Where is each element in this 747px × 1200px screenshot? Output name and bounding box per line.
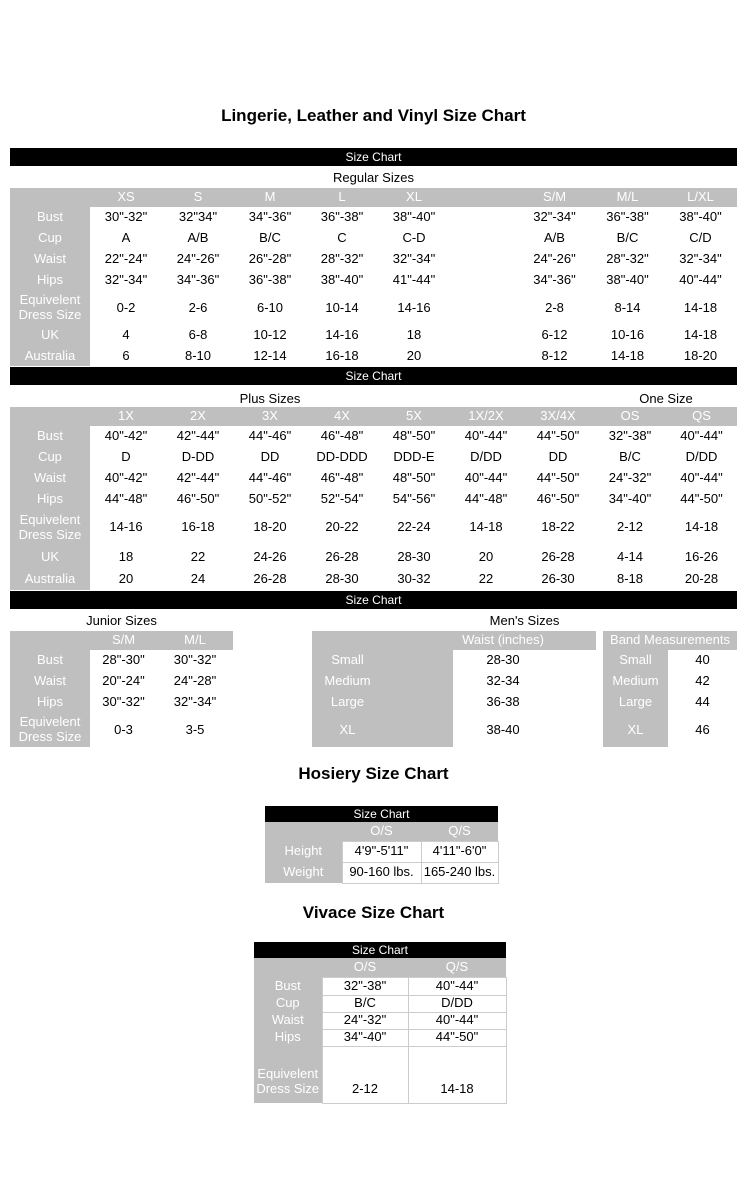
- row-label-cell: Bust: [10, 426, 90, 447]
- data-cell: 32"-38": [322, 977, 408, 995]
- data-cell: 40"-44": [666, 468, 737, 489]
- row-label-cell: XL: [312, 713, 453, 747]
- data-cell: 24"-26": [518, 249, 591, 270]
- data-cell: 14-18: [450, 510, 522, 545]
- data-cell: 32"-34": [378, 249, 450, 270]
- data-cell: 46"-48": [306, 426, 378, 447]
- size-chart-bar-plus: [10, 367, 737, 385]
- data-cell: 24"-32": [594, 468, 666, 489]
- data-cell: 36-38: [453, 692, 553, 713]
- data-cell: 24"-28": [157, 671, 233, 692]
- data-cell: 32"-34": [90, 270, 162, 291]
- data-cell: D/DD: [408, 995, 506, 1012]
- data-cell: 22"-24": [90, 249, 162, 270]
- row-label-cell: UK: [10, 545, 90, 569]
- data-cell: 34"-40": [322, 1029, 408, 1046]
- section-heading-regular: Regular Sizes: [333, 170, 414, 185]
- data-cell: 32"-34": [664, 249, 737, 270]
- column-header-cell: [10, 188, 90, 207]
- row-label-cell: XL: [603, 713, 668, 747]
- row-label-cell: Bust: [10, 207, 90, 228]
- row-label-cell: Equivelent Dress Size: [10, 713, 90, 747]
- data-cell: 18-22: [522, 510, 594, 545]
- column-header-cell: Waist (inches): [453, 631, 553, 650]
- data-cell: 32"-34": [518, 207, 591, 228]
- size-chart-bar-junior-mens: [10, 591, 737, 609]
- data-cell: 44"-50": [522, 426, 594, 447]
- data-cell: 32-34: [453, 671, 553, 692]
- data-cell: 6-12: [518, 325, 591, 346]
- column-header-cell: OS: [594, 407, 666, 426]
- data-cell: 2-8: [518, 291, 591, 325]
- data-cell: 16-26: [666, 545, 737, 569]
- data-cell: 8-12: [518, 346, 591, 366]
- data-cell: DD-DDD: [306, 447, 378, 468]
- data-cell: 48"-50": [378, 426, 450, 447]
- data-cell: 40: [668, 650, 737, 671]
- data-cell: 6-8: [162, 325, 234, 346]
- row-label-cell: Australia: [10, 346, 90, 366]
- column-header-cell: [553, 631, 596, 650]
- data-cell: 36"-38": [306, 207, 378, 228]
- spacer-cell: [450, 325, 518, 346]
- data-cell: 54"-56": [378, 489, 450, 510]
- data-cell: 44"-48": [90, 489, 162, 510]
- size-chart-bar-label: Size Chart: [345, 150, 402, 164]
- data-cell: 28"-32": [306, 249, 378, 270]
- data-cell: 40"-44": [408, 1012, 506, 1029]
- row-label-cell: Equivelent Dress Size: [10, 291, 90, 325]
- column-header-cell: M/L: [591, 188, 664, 207]
- data-cell: 32"-34": [157, 692, 233, 713]
- column-header-cell: Q/S: [421, 822, 498, 841]
- data-cell: 22: [450, 569, 522, 590]
- data-cell: 20"-24": [90, 671, 157, 692]
- data-cell: DDD-E: [378, 447, 450, 468]
- data-cell: 42: [668, 671, 737, 692]
- data-cell: 48"-50": [378, 468, 450, 489]
- data-cell: 46: [668, 713, 737, 747]
- column-header-cell: QS: [666, 407, 737, 426]
- data-cell: 28-30: [378, 545, 450, 569]
- row-label-cell: Small: [312, 650, 453, 671]
- spacer-cell: [450, 270, 518, 291]
- data-cell: 90-160 lbs.: [342, 862, 421, 883]
- row-label-cell: Weight: [265, 862, 342, 883]
- data-cell: 44: [668, 692, 737, 713]
- data-cell: 18-20: [234, 510, 306, 545]
- size-chart-bar-label: Size Chart: [345, 593, 402, 607]
- data-cell: B/C: [591, 228, 664, 249]
- size-chart-bar-hosiery: [265, 806, 498, 822]
- row-label-cell: Waist: [10, 468, 90, 489]
- data-cell: 2-6: [162, 291, 234, 325]
- column-header-cell: S/M: [518, 188, 591, 207]
- spacer-cell: [450, 249, 518, 270]
- spacer-cell: [553, 671, 596, 692]
- data-cell: 46"-50": [522, 489, 594, 510]
- data-cell: 46"-50": [162, 489, 234, 510]
- mens-band-table: [603, 631, 737, 747]
- column-header-cell: L/XL: [664, 188, 737, 207]
- row-label-cell: Equivelent Dress Size: [254, 1046, 322, 1103]
- spacer-cell: [553, 713, 596, 747]
- column-header-cell: [265, 822, 342, 841]
- data-cell: 10-16: [591, 325, 664, 346]
- data-cell: 18: [378, 325, 450, 346]
- data-cell: 28-30: [453, 650, 553, 671]
- data-cell: 46"-48": [306, 468, 378, 489]
- data-cell: 14-18: [408, 1046, 506, 1103]
- data-cell: C-D: [378, 228, 450, 249]
- data-cell: 20-28: [666, 569, 737, 590]
- data-cell: 18-20: [664, 346, 737, 366]
- column-header-cell: 5X: [378, 407, 450, 426]
- data-cell: 22: [162, 545, 234, 569]
- data-cell: 40"-44": [450, 426, 522, 447]
- data-cell: D/DD: [450, 447, 522, 468]
- data-cell: 50"-52": [234, 489, 306, 510]
- data-cell: 26-28: [522, 545, 594, 569]
- data-cell: 14-16: [90, 510, 162, 545]
- data-cell: 14-18: [591, 346, 664, 366]
- data-cell: 4'11"-6'0": [421, 841, 498, 862]
- spacer-cell: [450, 228, 518, 249]
- data-cell: 8-14: [591, 291, 664, 325]
- column-header-cell: O/S: [322, 958, 408, 977]
- spacer-cell: [553, 650, 596, 671]
- data-cell: 4: [90, 325, 162, 346]
- data-cell: 10-12: [234, 325, 306, 346]
- data-cell: 12-14: [234, 346, 306, 366]
- vivace-title: Vivace Size Chart: [302, 903, 445, 922]
- data-cell: 8-18: [594, 569, 666, 590]
- data-cell: 40"-44": [408, 977, 506, 995]
- column-header-cell: 4X: [306, 407, 378, 426]
- row-label-cell: Bust: [10, 650, 90, 671]
- data-cell: 28-30: [306, 569, 378, 590]
- data-cell: 20-22: [306, 510, 378, 545]
- spacer-cell: [450, 346, 518, 366]
- data-cell: 3-5: [157, 713, 233, 747]
- column-header-cell: Q/S: [408, 958, 506, 977]
- data-cell: 41"-44": [378, 270, 450, 291]
- data-cell: 20: [90, 569, 162, 590]
- section-heading-junior: Junior Sizes: [86, 613, 157, 628]
- column-header-cell: [254, 958, 322, 977]
- data-cell: 0-2: [90, 291, 162, 325]
- data-cell: 36"-38": [591, 207, 664, 228]
- row-label-cell: Australia: [10, 569, 90, 590]
- column-header-cell: [312, 631, 453, 650]
- data-cell: 24"-26": [162, 249, 234, 270]
- data-cell: 40"-44": [450, 468, 522, 489]
- section-heading-one-size: One Size: [639, 391, 693, 406]
- size-chart-bar-vivace: [254, 942, 506, 958]
- data-cell: A/B: [162, 228, 234, 249]
- spacer-cell: [450, 291, 518, 325]
- row-label-cell: Hips: [10, 489, 90, 510]
- data-cell: 26-30: [522, 569, 594, 590]
- data-cell: B/C: [322, 995, 408, 1012]
- data-cell: 14-16: [306, 325, 378, 346]
- data-cell: 42"-44": [162, 426, 234, 447]
- plus-sizes-table: [10, 407, 737, 590]
- data-cell: B/C: [234, 228, 306, 249]
- row-label-cell: Large: [603, 692, 668, 713]
- column-header-cell: 2X: [162, 407, 234, 426]
- vivace-table: [254, 958, 507, 1104]
- data-cell: 24"-32": [322, 1012, 408, 1029]
- column-header-cell: 3X: [234, 407, 306, 426]
- data-cell: 30"-32": [90, 692, 157, 713]
- data-cell: 10-14: [306, 291, 378, 325]
- row-label-cell: Large: [312, 692, 453, 713]
- hosiery-table: [265, 822, 499, 884]
- spacer-cell: [553, 692, 596, 713]
- row-label-cell: Height: [265, 841, 342, 862]
- row-label-cell: Hips: [10, 692, 90, 713]
- data-cell: 26-28: [234, 569, 306, 590]
- row-label-cell: Hips: [254, 1029, 322, 1046]
- data-cell: 22-24: [378, 510, 450, 545]
- data-cell: A/B: [518, 228, 591, 249]
- column-header-cell: M: [234, 188, 306, 207]
- row-label-cell: Cup: [254, 995, 322, 1012]
- data-cell: 44"-50": [666, 489, 737, 510]
- column-header-cell: S: [162, 188, 234, 207]
- data-cell: D-DD: [162, 447, 234, 468]
- row-label-cell: Hips: [10, 270, 90, 291]
- data-cell: 30-32: [378, 569, 450, 590]
- data-cell: 20: [378, 346, 450, 366]
- data-cell: 16-18: [162, 510, 234, 545]
- data-cell: 28"-32": [591, 249, 664, 270]
- data-cell: 2-12: [322, 1046, 408, 1103]
- data-cell: 2-12: [594, 510, 666, 545]
- data-cell: 34"-40": [594, 489, 666, 510]
- size-chart-bar-label: Size Chart: [351, 943, 409, 957]
- row-label-cell: Medium: [603, 671, 668, 692]
- data-cell: 38"-40": [664, 207, 737, 228]
- data-cell: 34"-36": [234, 207, 306, 228]
- column-header-cell: 1X: [90, 407, 162, 426]
- data-cell: 36"-38": [234, 270, 306, 291]
- column-header-cell: [10, 631, 90, 650]
- data-cell: 4-14: [594, 545, 666, 569]
- data-cell: 40"-42": [90, 468, 162, 489]
- data-cell: 26"-28": [234, 249, 306, 270]
- data-cell: C: [306, 228, 378, 249]
- data-cell: 14-16: [378, 291, 450, 325]
- row-label-cell: Bust: [254, 977, 322, 995]
- junior-sizes-table: [10, 631, 233, 747]
- column-header-cell: S/M: [90, 631, 157, 650]
- data-cell: 14-18: [666, 510, 737, 545]
- page-title: Lingerie, Leather and Vinyl Size Chart: [221, 106, 526, 125]
- data-cell: 24-26: [234, 545, 306, 569]
- row-label-cell: Waist: [10, 671, 90, 692]
- section-heading-mens: Men's Sizes: [489, 613, 560, 628]
- data-cell: 8-10: [162, 346, 234, 366]
- size-chart-bar-regular: [10, 148, 737, 166]
- data-cell: 44"-50": [522, 468, 594, 489]
- data-cell: 24: [162, 569, 234, 590]
- row-label-cell: Waist: [254, 1012, 322, 1029]
- mens-waist-table: [312, 631, 596, 747]
- size-chart-bar-label: Size Chart: [353, 807, 410, 821]
- data-cell: 6: [90, 346, 162, 366]
- data-cell: 32"-38": [594, 426, 666, 447]
- data-cell: 4'9"-5'11": [342, 841, 421, 862]
- column-header-cell: [450, 188, 518, 207]
- data-cell: 30"-32": [157, 650, 233, 671]
- data-cell: 52"-54": [306, 489, 378, 510]
- data-cell: 40"-44": [666, 426, 737, 447]
- data-cell: 38"-40": [306, 270, 378, 291]
- hosiery-title: Hosiery Size Chart: [298, 764, 449, 783]
- data-cell: 16-18: [306, 346, 378, 366]
- row-label-cell: Waist: [10, 249, 90, 270]
- row-label-cell: Cup: [10, 228, 90, 249]
- column-header-cell: L: [306, 188, 378, 207]
- spacer-cell: [450, 207, 518, 228]
- data-cell: D/DD: [666, 447, 737, 468]
- data-cell: 6-10: [234, 291, 306, 325]
- data-cell: 38-40: [453, 713, 553, 747]
- data-cell: C/D: [664, 228, 737, 249]
- row-label-cell: UK: [10, 325, 90, 346]
- data-cell: 18: [90, 545, 162, 569]
- row-label-cell: Small: [603, 650, 668, 671]
- data-cell: 44"-48": [450, 489, 522, 510]
- row-label-cell: Cup: [10, 447, 90, 468]
- data-cell: 20: [450, 545, 522, 569]
- data-cell: 42"-44": [162, 468, 234, 489]
- data-cell: 28"-30": [90, 650, 157, 671]
- data-cell: 34"-36": [518, 270, 591, 291]
- data-cell: 38"-40": [378, 207, 450, 228]
- data-cell: DD: [234, 447, 306, 468]
- column-header-cell: 3X/4X: [522, 407, 594, 426]
- data-cell: 165-240 lbs.: [421, 862, 498, 883]
- data-cell: 32"34": [162, 207, 234, 228]
- size-chart-bar-label: Size Chart: [345, 369, 402, 383]
- column-header-cell: XS: [90, 188, 162, 207]
- data-cell: 40"-44": [664, 270, 737, 291]
- regular-sizes-table: [10, 188, 737, 366]
- column-header-cell: O/S: [342, 822, 421, 841]
- column-header-cell: 1X/2X: [450, 407, 522, 426]
- data-cell: 14-18: [664, 325, 737, 346]
- data-cell: 44"-46": [234, 468, 306, 489]
- column-header-cell: M/L: [157, 631, 233, 650]
- data-cell: 38"-40": [591, 270, 664, 291]
- data-cell: 14-18: [664, 291, 737, 325]
- column-header-cell: [10, 407, 90, 426]
- section-heading-plus: Plus Sizes: [239, 391, 301, 406]
- data-cell: DD: [522, 447, 594, 468]
- row-label-cell: Equivelent Dress Size: [10, 510, 90, 545]
- data-cell: 26-28: [306, 545, 378, 569]
- column-header-cell: XL: [378, 188, 450, 207]
- data-cell: A: [90, 228, 162, 249]
- data-cell: D: [90, 447, 162, 468]
- data-cell: 30"-32": [90, 207, 162, 228]
- data-cell: 44"-46": [234, 426, 306, 447]
- row-label-cell: Medium: [312, 671, 453, 692]
- data-cell: 0-3: [90, 713, 157, 747]
- data-cell: 44"-50": [408, 1029, 506, 1046]
- column-header-cell: Band Measurements: [603, 631, 737, 650]
- data-cell: 34"-36": [162, 270, 234, 291]
- data-cell: 40"-42": [90, 426, 162, 447]
- data-cell: B/C: [594, 447, 666, 468]
